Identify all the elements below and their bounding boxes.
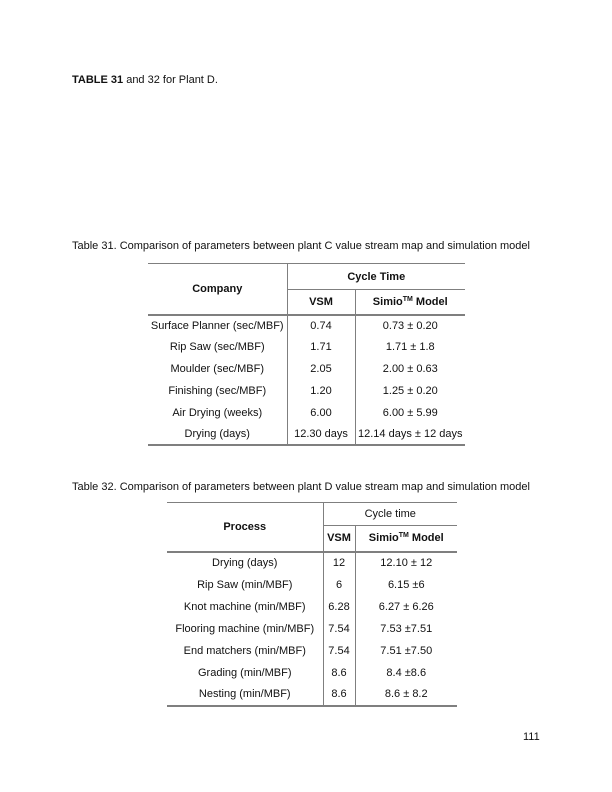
simio-value: 7.51 ±7.50 — [380, 644, 433, 657]
vsm-value: 7.54 — [323, 618, 355, 640]
vsm-value: 6 — [323, 574, 355, 596]
simio-value: 12.14 days ± 12 days — [358, 427, 463, 440]
table32-header-group-row — [167, 503, 457, 526]
row-label: Nesting (min/MBF) — [167, 684, 323, 706]
row-label: Finishing (sec/MBF) — [148, 380, 287, 402]
vsm-value: 7.54 — [323, 640, 355, 662]
table32 — [167, 502, 457, 707]
table-row — [167, 552, 457, 574]
row-label: Moulder (sec/MBF) — [148, 358, 287, 380]
intro-paragraph — [72, 74, 218, 88]
table-row — [167, 640, 457, 662]
tm-superscript: TM — [398, 532, 409, 540]
table32-header-cycle-time: Cycle time — [323, 503, 457, 526]
model-word: Model — [408, 532, 444, 545]
simio-value: 7.53 ±7.51 — [380, 622, 433, 635]
row-label: Knot machine (min/MBF) — [167, 596, 323, 618]
table31-header-cycle-time: Cycle Time — [287, 264, 465, 290]
row-label: Rip Saw (min/MBF) — [167, 574, 323, 596]
vsm-value: 6.00 — [287, 402, 355, 424]
table-row — [148, 336, 465, 358]
simio-value: 0.73 ± 0.20 — [382, 319, 438, 332]
table-row — [167, 684, 457, 706]
row-label: Air Drying (weeks) — [148, 402, 287, 424]
simio-value: 1.25 ± 0.20 — [382, 384, 438, 397]
tm-superscript: TM — [402, 295, 413, 303]
simio-value: 8.6 ± 8.2 — [384, 688, 428, 700]
simio-name: Simio — [368, 532, 399, 545]
table32-header-simio-model — [355, 526, 457, 552]
simio-value: 2.00 ± 0.63 — [382, 362, 438, 375]
table32-caption: Table 32. Comparison of parameters between plant D value stream map and simulation model — [72, 481, 530, 493]
vsm-value: 1.20 — [287, 380, 355, 402]
table-row — [167, 596, 457, 618]
vsm-value: 1.71 — [287, 336, 355, 358]
row-label: Drying (days) — [167, 552, 323, 574]
table-row — [148, 423, 465, 445]
vsm-value: 2.05 — [287, 358, 355, 380]
simio-value: 1.71 ± 1.8 — [385, 341, 435, 354]
simio-value: 12.10 ± 12 — [380, 557, 433, 569]
table-row — [148, 380, 465, 402]
table-row — [167, 618, 457, 640]
table31-caption: Table 31. Comparison of parameters between plant C value stream map and simulation model — [72, 240, 530, 252]
row-label: Flooring machine (min/MBF) — [167, 618, 323, 640]
table31-header-vsm: VSM — [287, 290, 355, 315]
vsm-value: 8.6 — [323, 662, 355, 684]
simio-value: 8.4 ±8.6 — [386, 666, 427, 679]
table31-header-group-row — [148, 264, 465, 290]
simio-value: 6.27 ± 6.26 — [378, 600, 434, 613]
model-word: Model — [412, 295, 448, 308]
table31-header-simio-model — [355, 290, 465, 315]
intro-bold-text: TABLE 31 — [72, 74, 124, 86]
intro-rest-text: and 32 for Plant D. — [123, 74, 218, 86]
row-label: Drying (days) — [148, 423, 287, 445]
vsm-value: 6.28 — [323, 596, 355, 618]
table-row — [167, 662, 457, 684]
table-row — [148, 358, 465, 380]
table31-header-company: Company — [148, 264, 287, 315]
simio-value: 6.00 ± 5.99 — [382, 406, 438, 419]
row-label: End matchers (min/MBF) — [167, 640, 323, 662]
vsm-value: 0.74 — [287, 315, 355, 337]
row-label: Surface Planner (sec/MBF) — [148, 315, 287, 337]
vsm-value: 8.6 — [323, 684, 355, 706]
table32-header-vsm: VSM — [323, 526, 355, 552]
page-number: 111 — [523, 731, 540, 743]
table32-header-process: Process — [167, 503, 323, 552]
table31 — [148, 263, 465, 446]
simio-value: 6.15 ±6 — [387, 578, 425, 591]
vsm-value: 12 — [323, 552, 355, 574]
table-row — [167, 574, 457, 596]
vsm-value: 12.30 days — [287, 423, 355, 445]
table-row — [148, 402, 465, 424]
row-label: Rip Saw (sec/MBF) — [148, 336, 287, 358]
table-row — [148, 315, 465, 337]
simio-name: Simio — [372, 295, 403, 308]
row-label: Grading (min/MBF) — [167, 662, 323, 684]
